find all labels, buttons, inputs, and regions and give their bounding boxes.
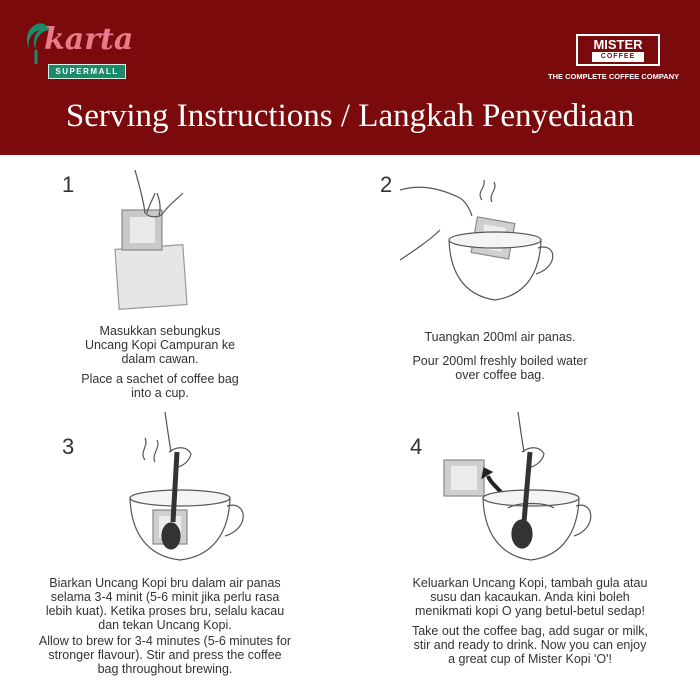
mister-tagline: THE COMPLETE COFFEE COMPANY: [548, 72, 680, 81]
step-2-pour-illustration: [400, 170, 560, 310]
step-3-text-en: [30, 634, 300, 676]
step-2-en-line: Pour 200ml freshly boiled water: [412, 354, 588, 368]
step-1-ms-line: Uncang Kopi Campuran ke: [84, 338, 236, 352]
step-4-en-line: stir and ready to drink. Now you can enjoy: [413, 638, 647, 652]
step-3-text-ms: [30, 576, 300, 632]
step-1-ms-line: Masukkan sebungkus: [99, 324, 221, 338]
step-3-en-line: bag throughout brewing.: [97, 662, 233, 676]
step-3-ms-line: dan tekan Uncang Kopi.: [98, 618, 232, 632]
step-2-en-line: over coffee bag.: [455, 368, 545, 382]
coffee-wordmark: COFFEE: [592, 52, 644, 62]
step-4-ms-line: Keluarkan Uncang Kopi, tambah gula atau: [412, 576, 648, 590]
step-1-text-ms: [60, 324, 260, 366]
step-1-number: 1: [62, 172, 75, 197]
step-2-text-en: [390, 354, 610, 382]
step-3-ms-line: selama 3-4 minit (5-6 minit jika perlu rasa: [50, 590, 280, 604]
step-4-number: 4: [410, 434, 423, 459]
step-3-en-line: Allow to brew for 3-4 minutes (5-6 minutes for: [38, 634, 292, 648]
step-1-en-line: Place a sachet of coffee bag: [81, 372, 239, 386]
mister-wordmark: MISTER: [593, 37, 643, 52]
header-banner: [0, 0, 700, 155]
step-4-ms-line: susu dan kacaukan. Anda kini boleh: [430, 590, 630, 604]
karta-wordmark: karta: [44, 22, 134, 57]
karta-supermall-label: SUPERMALL: [48, 64, 126, 79]
step-1-sachet-illustration: [105, 165, 215, 315]
step-3-stir-illustration: [125, 410, 255, 570]
step-4-text-en: [390, 624, 670, 666]
step-3-ms-line: lebih kuat). Ketika proses bru, selalu kacau: [45, 604, 285, 618]
mister-coffee-logo: [576, 34, 660, 66]
step-1-text-en: [50, 372, 270, 400]
step-2-number: 2: [380, 172, 393, 197]
step-1-en-line: into a cup.: [131, 386, 189, 400]
step-2-text-ms: [400, 330, 600, 344]
step-1-ms-line: dalam cawan.: [121, 352, 199, 366]
page-title: Serving Instructions / Langkah Penyediaan: [65, 98, 635, 134]
step-4-en-line: Take out the coffee bag, add sugar or milk,: [411, 624, 649, 638]
step-2-ms-line: Tuangkan 200ml air panas.: [424, 330, 576, 344]
step-4-remove-illustration: [436, 410, 596, 570]
step-4-ms-line: menikmati kopi O yang betul-betul sedap!: [415, 604, 645, 618]
step-3-number: 3: [62, 434, 75, 459]
step-4-en-line: a great cup of Mister Kopi 'O'!: [448, 652, 612, 666]
step-4-text-ms: [390, 576, 670, 618]
step-3-en-line: stronger flavour). Stir and press the coffee: [48, 648, 282, 662]
step-3-ms-line: Biarkan Uncang Kopi bru dalam air panas: [49, 576, 281, 590]
